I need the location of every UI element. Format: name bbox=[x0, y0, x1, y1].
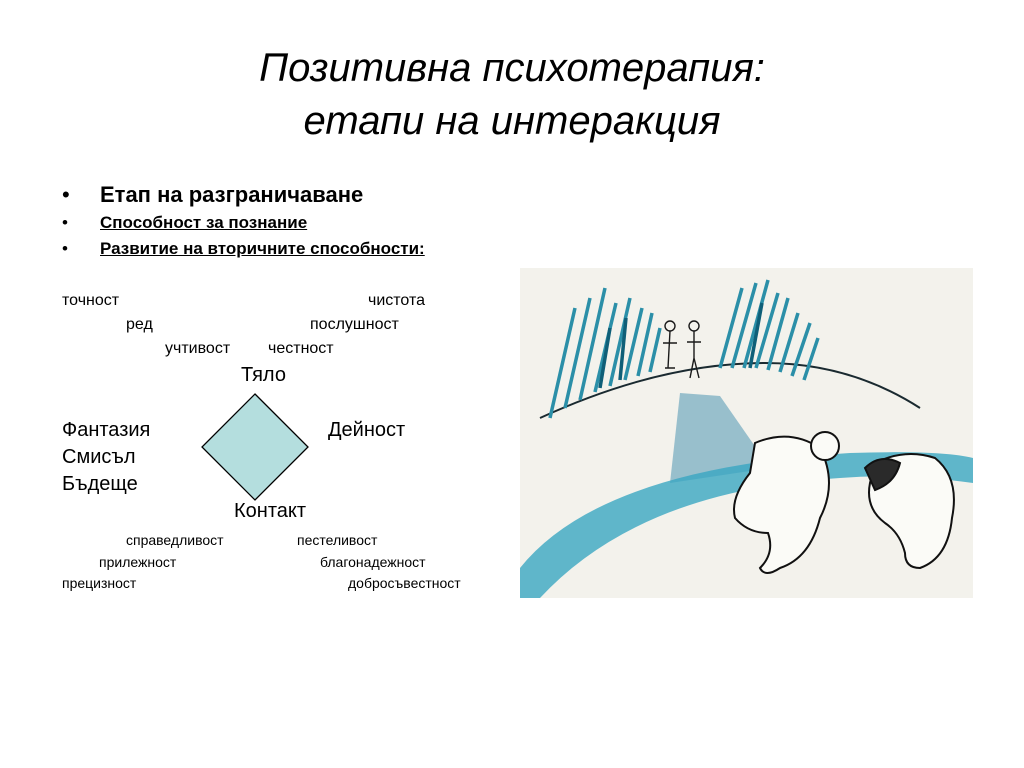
title-line-2: етапи на интеракция bbox=[303, 99, 721, 143]
watercolor-illustration bbox=[520, 268, 973, 598]
bullet-text: Етап на разграничаване bbox=[100, 182, 364, 207]
bullet-dot: • bbox=[62, 182, 70, 207]
bullet-dot: • bbox=[62, 213, 68, 232]
capacity-word: учтивост bbox=[165, 340, 231, 357]
diamond-label-left: Бъдеще bbox=[62, 473, 138, 495]
capacity-word: благонадежност bbox=[320, 554, 426, 570]
bullet-item-cognition bbox=[62, 212, 502, 234]
title-line-1: Позитивна психотерапия: bbox=[259, 46, 765, 90]
diamond-label-right: Дейност bbox=[328, 419, 406, 441]
diamond-label-left: Фантазия bbox=[62, 419, 151, 441]
balance-diamond bbox=[200, 392, 310, 502]
bullet-item-secondary bbox=[62, 238, 502, 260]
capacity-word: прилежност bbox=[99, 554, 177, 570]
bullet-list bbox=[62, 180, 502, 260]
diamond-label-left: Смисъл bbox=[62, 446, 136, 468]
bullet-text: Способност за познание bbox=[100, 213, 308, 232]
capacity-word: справедливост bbox=[126, 532, 224, 548]
capacity-word: добросъвестност bbox=[348, 575, 461, 591]
diamond-label-top: Тяло bbox=[241, 364, 286, 386]
capacity-word: чистота bbox=[368, 292, 426, 309]
capacity-word: прецизност bbox=[62, 575, 137, 591]
capacity-word: честност bbox=[268, 340, 334, 357]
capacity-word: точност bbox=[62, 292, 120, 309]
capacity-word: послушност bbox=[310, 316, 399, 333]
capacity-word: ред bbox=[126, 316, 153, 333]
bullet-dot: • bbox=[62, 239, 68, 258]
bullet-text: Развитие на вторичните способности: bbox=[100, 239, 425, 258]
slide-title bbox=[0, 42, 1024, 148]
capacity-word: пестеливост bbox=[297, 532, 378, 548]
bullet-item-stage bbox=[62, 180, 502, 210]
diamond-label-bottom: Контакт bbox=[234, 500, 307, 522]
diamond-shape bbox=[202, 394, 308, 500]
